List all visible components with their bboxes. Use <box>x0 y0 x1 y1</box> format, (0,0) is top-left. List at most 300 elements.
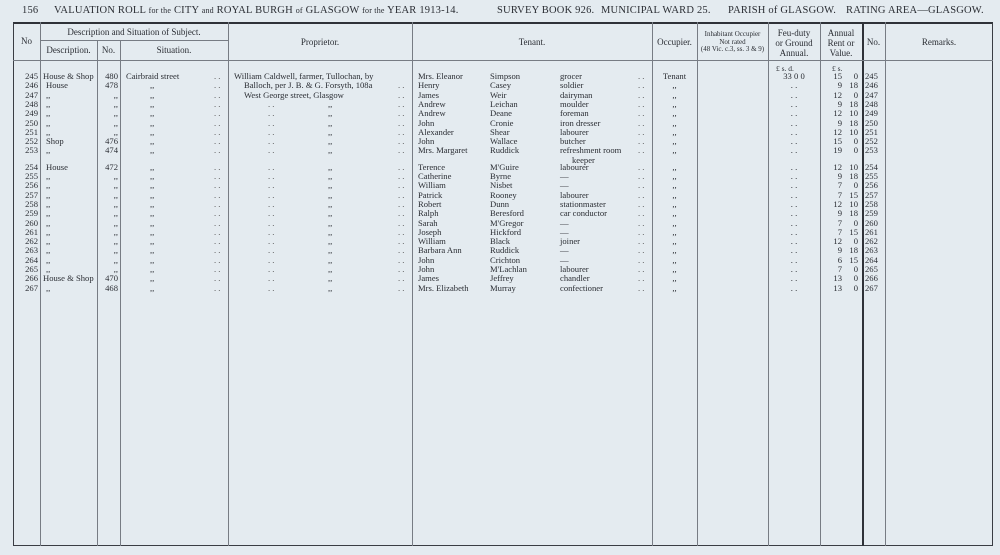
tenant-occupation: car conductor <box>560 208 608 219</box>
tenant-first-name: William <box>418 236 446 247</box>
proprietor-ditto: ,, <box>328 145 333 156</box>
column-rule <box>40 22 41 546</box>
tenant-first-name: John <box>418 117 435 128</box>
tenant-occupation: chandler <box>560 273 590 284</box>
leader: . . <box>638 198 645 209</box>
description: ,, <box>46 180 51 191</box>
feu-duty: . . <box>790 80 798 91</box>
row-number-right: 247 <box>865 89 878 100</box>
situation: ,, <box>150 264 155 274</box>
row-number: 254 <box>25 161 38 172</box>
row-number-right: 267 <box>865 282 878 293</box>
row-number-right: 248 <box>865 98 878 109</box>
rent-shillings: 0 <box>853 145 858 156</box>
description: ,, <box>46 198 51 209</box>
house-number: ,, <box>113 98 118 109</box>
header-description: Description. <box>46 45 91 55</box>
tenant-surname: Hickford <box>490 226 522 237</box>
header-rule <box>40 40 228 41</box>
row-number-right: 264 <box>865 254 878 265</box>
rent-shillings: 18 <box>849 98 858 109</box>
parish: PARISH of GLASGOW. <box>728 5 837 16</box>
header-situation: Situation. <box>156 45 192 55</box>
proprietor-ditto: ,, <box>328 245 333 256</box>
tenant-surname: Ruddick <box>490 245 520 256</box>
leader: . . <box>398 245 405 256</box>
tenant-surname: Beresford <box>490 208 524 219</box>
leader: . . <box>214 161 221 172</box>
rent-shillings: 10 <box>849 198 858 209</box>
situation: ,, <box>150 126 155 137</box>
tenant-occupation: labourer <box>560 264 589 274</box>
proprietor-ditto-leader: . . <box>268 282 275 293</box>
proprietor-ditto: ,, <box>328 171 333 181</box>
leader: . . <box>398 80 405 91</box>
tenant-first-name: Catherine <box>418 171 452 181</box>
rent-pounds: 7 <box>837 264 842 274</box>
tenant-first-name: John <box>418 136 435 147</box>
tenant-first-name: Mrs. Margaret <box>418 145 468 156</box>
tenant-surname: M'Guire <box>490 161 519 172</box>
leader: . . <box>638 273 645 284</box>
feu-duty: . . <box>790 245 798 256</box>
leader: . . <box>214 136 221 147</box>
rent-pounds: 9 <box>837 208 842 219</box>
rent-shillings: 0 <box>853 217 858 228</box>
proprietor-line: William Caldwell, farmer, Tullochan, by <box>234 71 374 81</box>
tenant-surname: Shear <box>490 126 510 137</box>
proprietor-ditto: ,, <box>328 161 333 172</box>
rent-pounds: 15 <box>833 71 842 81</box>
leader: . . <box>398 273 405 284</box>
rent-shillings: 0 <box>853 236 858 247</box>
row-number-right: 258 <box>865 198 878 209</box>
tenant-occupation: — <box>560 217 569 228</box>
tenant-surname: Ruddick <box>490 145 520 156</box>
description: ,, <box>46 254 51 265</box>
leader: . . <box>638 236 645 247</box>
leader: . . <box>638 264 645 274</box>
occupier: ,, <box>672 108 677 119</box>
house-number: 480 <box>105 71 118 81</box>
feu-duty: . . <box>790 273 798 284</box>
house-number: ,, <box>113 226 118 237</box>
tenant-surname: Deane <box>490 108 512 119</box>
rent-shillings: 15 <box>849 189 858 200</box>
leader: . . <box>638 208 645 219</box>
leader: . . <box>214 71 221 81</box>
situation: ,, <box>150 236 155 247</box>
row-number-right: 263 <box>865 245 878 256</box>
house-number: ,, <box>113 236 118 247</box>
leader: . . <box>398 180 405 191</box>
rent-shillings: 18 <box>849 171 858 181</box>
tenant-first-name: John <box>418 264 435 274</box>
proprietor-line: Balloch, per J. B. & G. Forsyth, 108a <box>244 80 373 91</box>
tenant-first-name: James <box>418 89 440 100</box>
leader: . . <box>214 189 221 200</box>
leader: . . <box>398 226 405 237</box>
house-number: ,, <box>113 108 118 119</box>
row-number-right: 253 <box>865 145 878 156</box>
rent-pounds: 7 <box>837 217 842 228</box>
rent-shillings: 18 <box>849 80 858 91</box>
description: House <box>46 80 68 91</box>
situation: ,, <box>150 117 155 128</box>
leader: . . <box>638 245 645 256</box>
occupier: ,, <box>672 189 677 200</box>
tenant-surname: Byrne <box>490 171 512 181</box>
tenant-surname: Weir <box>490 89 507 100</box>
situation: ,, <box>150 208 155 219</box>
leader: . . <box>214 264 221 274</box>
tenant-first-name: Andrew <box>418 108 446 119</box>
row-number-right: 261 <box>865 226 878 237</box>
leader: . . <box>638 180 645 191</box>
row-number: 267 <box>25 282 38 293</box>
rent-pounds: 19 <box>833 145 842 156</box>
description: ,, <box>46 89 51 100</box>
proprietor-ditto-leader: . . <box>268 217 275 228</box>
occupier: ,, <box>672 80 677 91</box>
proprietor-ditto-leader: . . <box>268 108 275 119</box>
leader: . . <box>638 71 645 81</box>
leader: . . <box>398 264 405 274</box>
proprietor-ditto-leader: . . <box>268 126 275 137</box>
row-number: 263 <box>25 245 38 256</box>
row-number-right: 246 <box>865 80 878 91</box>
tenant-surname: M'Lachlan <box>490 264 527 274</box>
rent-shillings: 0 <box>853 136 858 147</box>
house-number: ,, <box>113 126 118 137</box>
rent-shillings: 18 <box>849 117 858 128</box>
tenant-occupation: stationmaster <box>560 198 606 209</box>
proprietor-ditto-leader: . . <box>268 245 275 256</box>
tenant-occupation: joiner <box>560 236 581 247</box>
leader: . . <box>398 236 405 247</box>
tenant-occupation: grocer <box>560 71 582 81</box>
tenant-occupation: confectioner <box>560 282 603 293</box>
feu-duty: . . <box>790 282 798 293</box>
title-part: for the <box>362 6 385 15</box>
row-number: 260 <box>25 217 38 228</box>
feu-duty: . . <box>790 126 798 137</box>
title-part: VALUATION ROLL <box>54 5 146 16</box>
proprietor-ditto: ,, <box>328 108 333 119</box>
proprietor-ditto: ,, <box>328 208 333 219</box>
rent-shillings: 18 <box>849 245 858 256</box>
rent-pounds: 12 <box>833 198 842 209</box>
header-line: (48 Vic. c.3, ss. 3 & 9) <box>700 45 765 53</box>
tenant-occupation: butcher <box>560 136 586 147</box>
tenant-surname: Rooney <box>490 189 517 200</box>
header-number: No. <box>101 45 116 55</box>
situation: Cairbraid street <box>126 71 180 81</box>
survey-book: SURVEY BOOK 926. <box>497 5 595 16</box>
header-annual-rent <box>820 28 862 58</box>
proprietor-line: West George street, Glasgow <box>244 89 344 100</box>
leader: . . <box>638 126 645 137</box>
row-number: 250 <box>25 117 38 128</box>
leader: . . <box>638 254 645 265</box>
proprietor-ditto: ,, <box>328 198 333 209</box>
leader: . . <box>398 98 405 109</box>
house-number: ,, <box>113 208 118 219</box>
rent-pounds: 7 <box>837 189 842 200</box>
rent-pounds: 9 <box>837 245 842 256</box>
house-number: 472 <box>105 161 118 172</box>
rent-pounds: 9 <box>837 98 842 109</box>
proprietor-ditto-leader: . . <box>268 208 275 219</box>
occupier: Tenant <box>662 71 687 81</box>
occupier: ,, <box>672 145 677 156</box>
row-number: 265 <box>25 264 38 274</box>
situation: ,, <box>150 189 155 200</box>
header-line: Value. <box>829 48 853 58</box>
row-number-right: 249 <box>865 108 878 119</box>
proprietor-ditto: ,, <box>328 226 333 237</box>
leader: . . <box>214 80 221 91</box>
header-description-group: Description and Situation of Subject. <box>67 27 201 37</box>
document-title <box>54 5 459 16</box>
row-number: 255 <box>25 171 38 181</box>
feu-duty: . . <box>790 180 798 191</box>
tenant-first-name: Barbara Ann <box>418 245 462 256</box>
tenant-occupation-cont: keeper <box>572 154 595 165</box>
row-number-right: 265 <box>865 264 878 274</box>
tenant-surname: Black <box>490 236 511 247</box>
tenant-surname: Simpson <box>490 71 521 81</box>
proprietor-ditto: ,, <box>328 282 333 293</box>
row-number-right: 259 <box>865 208 878 219</box>
leader: . . <box>398 126 405 137</box>
description: House & Shop <box>43 273 94 284</box>
leader: . . <box>398 117 405 128</box>
occupier: ,, <box>672 180 677 191</box>
house-number: ,, <box>113 171 118 181</box>
description: ,, <box>46 226 51 237</box>
situation: ,, <box>150 198 155 209</box>
rent-pounds: 13 <box>833 282 842 293</box>
proprietor-ditto: ,, <box>328 189 333 200</box>
leader: . . <box>214 254 221 265</box>
row-number: 251 <box>25 126 38 137</box>
house-number: ,, <box>113 180 118 191</box>
rent-pounds: 6 <box>837 254 842 265</box>
description: ,, <box>46 126 51 137</box>
rent-shillings: 0 <box>853 264 858 274</box>
house-number: ,, <box>113 245 118 256</box>
rent-shillings: 0 <box>853 89 858 100</box>
row-number: 257 <box>25 189 38 200</box>
situation: ,, <box>150 108 155 119</box>
leader: . . <box>214 117 221 128</box>
rent-units: £ s. <box>832 64 843 73</box>
occupier: ,, <box>672 264 677 274</box>
proprietor-ditto: ,, <box>328 236 333 247</box>
occupier: ,, <box>672 282 677 293</box>
description: ,, <box>46 245 51 256</box>
description: Shop <box>46 136 64 147</box>
row-number: 266 <box>25 273 38 284</box>
row-number: 256 <box>25 180 38 191</box>
occupier: ,, <box>672 254 677 265</box>
tenant-first-name: Alexander <box>418 126 454 137</box>
title-part: of <box>295 6 303 15</box>
leader: . . <box>214 198 221 209</box>
page-number: 156 <box>22 5 39 16</box>
feu-duty: . . <box>790 171 798 181</box>
tenant-first-name: Joseph <box>418 226 442 237</box>
proprietor-ditto: ,, <box>328 117 333 128</box>
proprietor-ditto: ,, <box>328 264 333 274</box>
description: ,, <box>46 108 51 119</box>
proprietor-ditto: ,, <box>328 136 333 147</box>
rent-pounds: 7 <box>837 226 842 237</box>
leader: . . <box>214 226 221 237</box>
feu-duty: . . <box>790 208 798 219</box>
tenant-surname: Cronie <box>490 117 514 128</box>
occupier: ,, <box>672 217 677 228</box>
feu-duty: . . <box>790 189 798 200</box>
tenant-first-name: Ralph <box>418 208 439 219</box>
header-no-right: No. <box>866 37 881 47</box>
leader: . . <box>398 161 405 172</box>
occupier: ,, <box>672 273 677 284</box>
occupier: ,, <box>672 136 677 147</box>
municipal-ward: MUNICIPAL WARD 25. <box>601 5 711 16</box>
tenant-occupation: — <box>560 245 569 256</box>
leader: . . <box>398 145 405 156</box>
house-number: 474 <box>105 145 118 156</box>
house-number: ,, <box>113 117 118 128</box>
leader: . . <box>398 208 405 219</box>
feu-duty: . . <box>790 236 798 247</box>
feu-duty: . . <box>790 198 798 209</box>
situation: ,, <box>150 180 155 191</box>
proprietor-ditto-leader: . . <box>268 180 275 191</box>
row-number-right: 252 <box>865 136 878 147</box>
leader: . . <box>638 80 645 91</box>
header-line: Annual. <box>779 48 809 58</box>
house-number: ,, <box>113 217 118 228</box>
tenant-first-name: James <box>418 273 440 284</box>
leader: . . <box>398 189 405 200</box>
description: House <box>46 161 68 172</box>
description: ,, <box>46 217 51 228</box>
rent-pounds: 13 <box>833 273 842 284</box>
header-rule <box>13 60 993 61</box>
title-part: YEAR 1913-14. <box>387 5 459 16</box>
column-rule <box>697 22 698 546</box>
proprietor-ditto-leader: . . <box>268 145 275 156</box>
rent-shillings: 0 <box>853 273 858 284</box>
tenant-occupation: labourer <box>560 161 589 172</box>
rating-area: RATING AREA—GLASGOW. <box>846 5 984 16</box>
rent-shillings: 18 <box>849 208 858 219</box>
tenant-occupation: dairyman <box>560 89 593 100</box>
tenant-first-name: John <box>418 254 435 265</box>
tenant-first-name: Mrs. Elizabeth <box>418 282 469 293</box>
situation: ,, <box>150 80 155 91</box>
description: ,, <box>46 98 51 109</box>
tenant-first-name: Sarah <box>418 217 438 228</box>
proprietor-ditto-leader: . . <box>268 254 275 265</box>
feu-duty: . . <box>790 117 798 128</box>
tenant-occupation: foreman <box>560 108 589 119</box>
occupier: ,, <box>672 236 677 247</box>
leader: . . <box>398 282 405 293</box>
proprietor-ditto-leader: . . <box>268 189 275 200</box>
leader: . . <box>398 198 405 209</box>
leader: . . <box>398 217 405 228</box>
occupier: ,, <box>672 126 677 137</box>
feu-duty: . . <box>790 254 798 265</box>
row-number: 253 <box>25 145 38 156</box>
title-part: and <box>201 6 214 15</box>
tenant-first-name: William <box>418 180 446 191</box>
row-number: 249 <box>25 108 38 119</box>
house-number: 470 <box>105 273 118 284</box>
leader: . . <box>638 89 645 100</box>
header-line: Not rated <box>719 37 746 46</box>
feu-duty: 33 0 0 <box>783 71 805 81</box>
leader: . . <box>214 245 221 256</box>
rent-pounds: 12 <box>833 236 842 247</box>
feu-duty: . . <box>790 89 798 100</box>
row-number-right: 250 <box>865 117 878 128</box>
situation: ,, <box>150 245 155 256</box>
leader: . . <box>398 171 405 181</box>
description: ,, <box>46 236 51 247</box>
feu-duty: . . <box>790 108 798 119</box>
situation: ,, <box>150 161 155 172</box>
tenant-occupation: labourer <box>560 126 589 137</box>
rent-shillings: 15 <box>849 226 858 237</box>
column-rule <box>862 22 864 546</box>
tenant-occupation: — <box>560 171 569 181</box>
proprietor-ditto: ,, <box>328 254 333 265</box>
situation: ,, <box>150 226 155 237</box>
rent-shillings: 10 <box>849 126 858 137</box>
header-tenant: Tenant. <box>518 37 546 47</box>
rent-pounds: 9 <box>837 80 842 91</box>
leader: . . <box>214 98 221 109</box>
tenant-occupation: — <box>560 254 569 265</box>
header-proprietor: Proprietor. <box>300 37 340 47</box>
proprietor-ditto-leader: . . <box>268 264 275 274</box>
rent-pounds: 12 <box>833 89 842 100</box>
description: House & Shop <box>43 71 94 81</box>
proprietor-ditto: ,, <box>328 126 333 137</box>
leader: . . <box>214 108 221 119</box>
column-rule <box>120 40 121 546</box>
feu-duty: . . <box>790 98 798 109</box>
occupier: ,, <box>672 89 677 100</box>
row-number-right: 251 <box>865 126 878 137</box>
rent-shillings: 15 <box>849 254 858 265</box>
rent-pounds: 12 <box>833 126 842 137</box>
tenant-occupation: — <box>560 226 569 237</box>
row-number-right: 262 <box>865 236 878 247</box>
rent-shillings: 0 <box>853 71 858 81</box>
rent-pounds: 15 <box>833 136 842 147</box>
title-part: CITY <box>173 5 199 16</box>
row-number: 264 <box>25 254 38 265</box>
column-rule <box>885 22 886 546</box>
proprietor-ditto: ,, <box>328 98 333 109</box>
situation: ,, <box>150 171 155 181</box>
